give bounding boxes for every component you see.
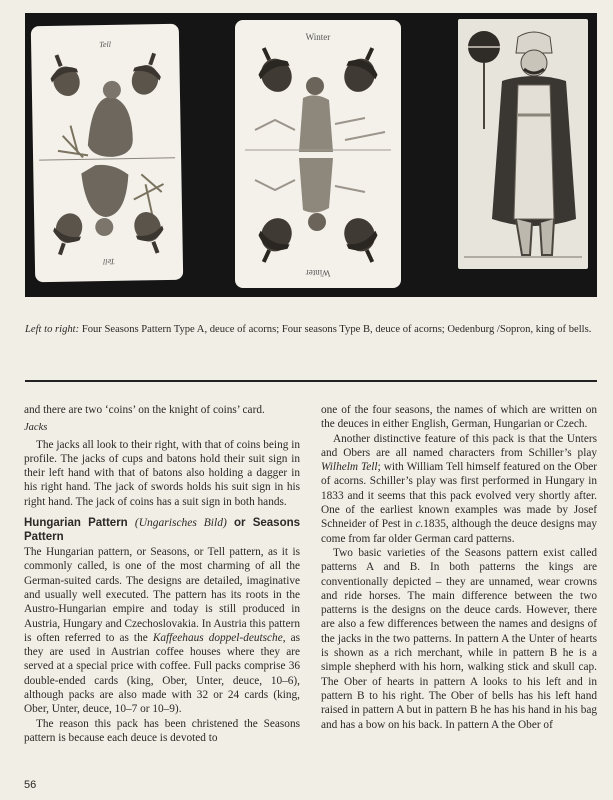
card-four-seasons-type-b [235,20,401,288]
left-text-column [24,403,300,745]
caption-lead: Left to right: [25,324,80,335]
card-photograph [25,13,597,297]
right-text-column [321,403,597,732]
svg-text:Tell: Tell [99,39,112,50]
paragraph: The Hungarian pattern, or Seasons, or Tell pattern, as it is commonly called, is one of the most charming of all the German-suited cards. The designs are detailed, imaginative and usually well executed. The pattern has its roots in the Austro-Hungarian empire and today is still produced in Austria, Hungary and Czechoslovakia. In Austria this pattern is often referred to as the Kaffeehaus doppel-deutsche, as they are used in Austrian coffee houses where they are served at a special price with coffee. Full packs comprise 36 double-ended cards (king, Ober, Unter, deuce, 10–6), although packs are also made with 32 or 24 cards (king, Ober, Unter, deuce, 10–7 or 10–9). [24,546,301,716]
acorn-icon [47,209,87,259]
tell-deuce-illustration [31,24,183,283]
paragraph: The reason this pack has been christened the Seasons pattern is because each deuce is devoted to [24,717,300,744]
page-number: 56 [24,779,37,791]
acorn-icon [129,208,171,258]
svg-text:Tell: Tell [102,256,115,267]
winter-deuce-illustration [235,20,401,288]
caption-text: Four Seasons Pattern Type A, deuce of acorns; Four seasons Type B, deuce of acorns; Oedenburg /Sopron, king of bells. [81,324,592,335]
king-of-bells-illustration [458,19,588,269]
section-heading: Hungarian Pattern (Ungarisches Bild) or Seasons Pattern [24,517,301,544]
acorn-icon [338,41,387,97]
paragraph: one of the four seasons, the names of which are written on the deuces in either English, German, Hungarian or Czech. [321,404,597,431]
bell-icon [468,31,500,63]
paragraph: Another distinctive feature of this pack is that the Unters and Obers are all named characters from Schiller’s play Wilhelm Tell; with William Tell himself featured on the Ober of acorns. Schiller’s play was first performed in Hungary in 1833 and it seems that this pack evolved very shortly after. One of the earliest known examples was made by Josef Schneider of Pest in c.1835, although the deuce designs may come from far older German card patterns. [321,432,597,545]
svg-text:Winter: Winter [305,32,331,42]
acorn-icon [127,49,167,99]
paragraph: The jacks all look to their right, with that of coins being in profile. The jacks of cups and batons hold their suit sign in their left hand with that of batons also holding a dagger in his right hand. The jack of swords holds his suit sign in his right hand. The jack of coins has a suit sign in both hands. [24,438,300,508]
section-divider [25,380,597,382]
subheading-jacks: Jacks [24,422,48,434]
paragraph: and there are two ‘coins’ on the knight of coins’ card. [24,404,265,416]
card-oedenburg-king-of-bells [458,19,588,269]
svg-text:Winter: Winter [305,268,331,278]
acorn-icon [338,213,387,269]
acorn-icon [249,213,298,269]
paragraph: Two basic varieties of the Seasons pattern exist called patterns A and B. In both patterns the kings are conventionally depicted – they are unnamed, wear crowns and ride horses. The main difference between the two patterns is the designs on the deuce cards. However, there are also a few differences between the names and designs of the jacks in the two patterns. In pattern A the Unter of hearts is shown as a rich merchant, while in pattern B he is a simple shepherd with his horn, walking stick and skull cap. The Ober of hearts in pattern A looks to his left and in pattern B to his right. The Ober of bells has his left hand raised in pattern A but in pattern B he has his hand in his bag and has a bow on his back. In pattern A the Ober of [321,546,597,731]
acorn-icon [43,50,85,100]
figure-caption [25,322,595,338]
acorn-icon [249,41,298,97]
card-four-seasons-type-a [31,24,183,283]
